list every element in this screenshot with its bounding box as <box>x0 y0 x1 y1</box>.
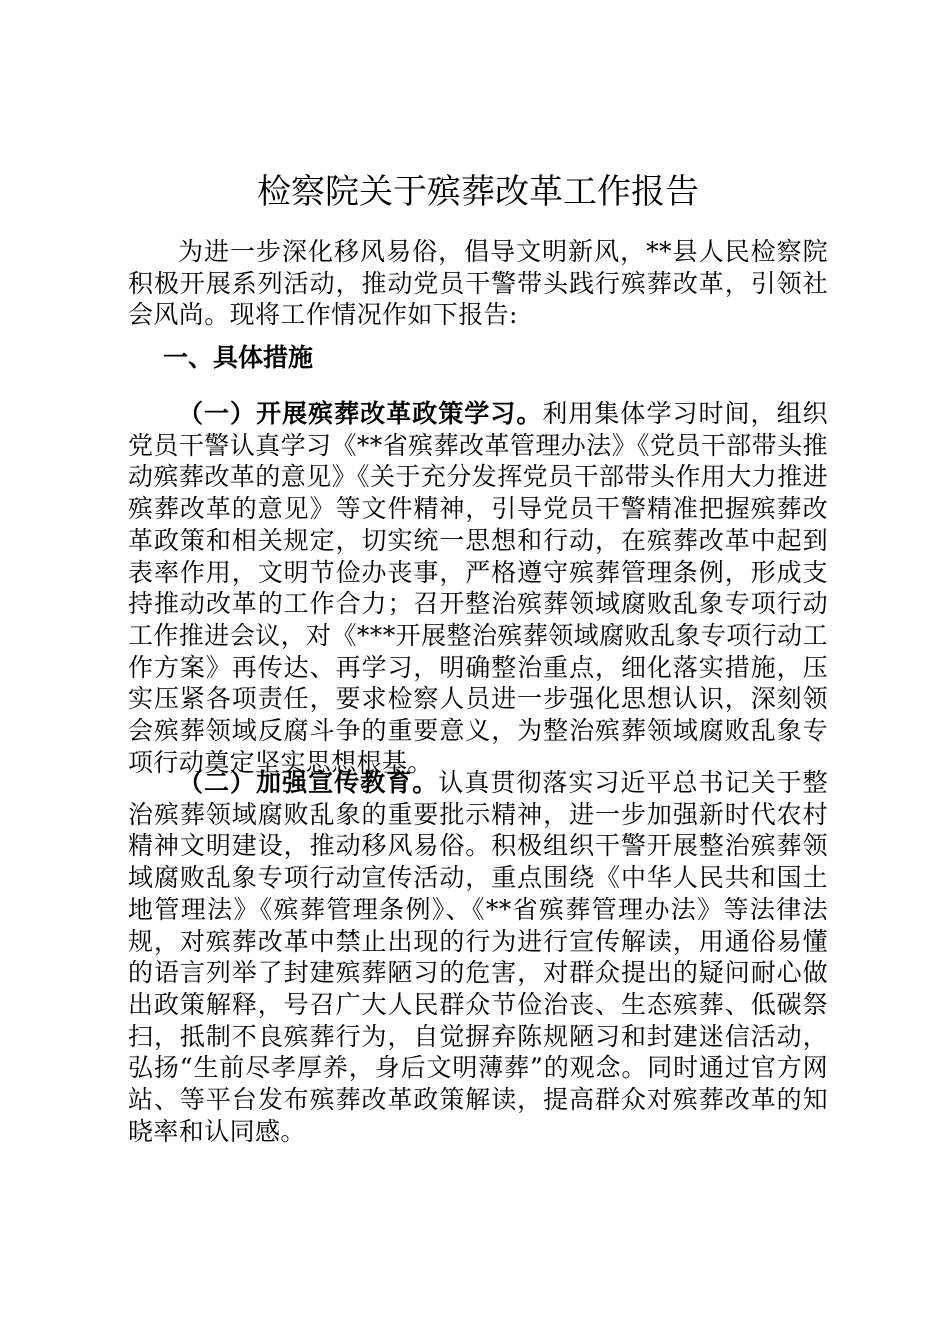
measure-paragraph-1 <box>128 398 828 778</box>
document-page <box>128 0 828 1344</box>
section-heading: 一、具体措施 <box>163 343 314 372</box>
measure-2-body: 认真贯彻落实习近平总书记关于整治殡葬领域腐败乱象的重要批示精神，进一步加强新时代农村精神文明建设，推动移风易俗。积极组织干警开展整治殡葬领域腐败乱象专项行动宣传活动，重点围绕《中华人民共和国土地管理法》《殡葬管理条例》、《**省殡葬管理办法》等法律法规，对殡葬改革中禁止出现的行为进行宣传解读，用通俗易懂的语言列举了封建殡葬陋习的危害，对群众提出的疑问耐心做出政策解释，号召广大人民群众节俭治丧、生态殡葬、低碳祭扫，抵制不良殡葬行为，自觉摒弃陈规陋习和封建迷信活动，弘扬“生前尽孝厚养，身后文明薄葬”的观念。同时通过官方网站、等平台发布殡葬改革政策解读，提高群众对殡葬改革的知晓率和认同感。 <box>128 768 828 1146</box>
measure-paragraph-2 <box>128 767 828 1147</box>
measure-1-body: 利用集体学习时间，组织党员干警认真学习《**省殡葬改革管理办法》《党员干部带头推动殡葬改革的意见》《关于充分发挥党员干部带头作用大力推进殡葬改革的意见》等文件精神，引导党员干警精准把握殡葬改革政策和相关规定，切实统一思想和行动，在殡葬改革中起到表率作用，文明节俭办丧事，严格遵守殡葬管理条例，形成支持推动改革的工作合力；召开整治殡葬领域腐败乱象专项行动工作推进会议，对《***开展整治殡葬领域腐败乱象专项行动工作方案》再传达、再学习，明确整治重点，细化落实措施，压实压紧各项责任，要求检察人员进一步强化思想认识，深刻领会殡葬领域反腐斗争的重要意义，为整治殡葬领域腐败乱象专项行动奠定坚实思想根基。 <box>128 399 828 777</box>
measure-1-lead: （一）开展殡葬改革政策学习。 <box>178 399 543 428</box>
intro-paragraph: 为进一步深化移风易俗，倡导文明新风，**县人民检察院积极开展系列活动，推动党员干警带头践行殡葬改革，引领社会风尚。现将工作情况作如下报告: <box>128 237 828 330</box>
measure-2-lead: （二）加强宣传教育。 <box>178 768 439 797</box>
document-title: 检察院关于殡葬改革工作报告 <box>257 172 699 212</box>
